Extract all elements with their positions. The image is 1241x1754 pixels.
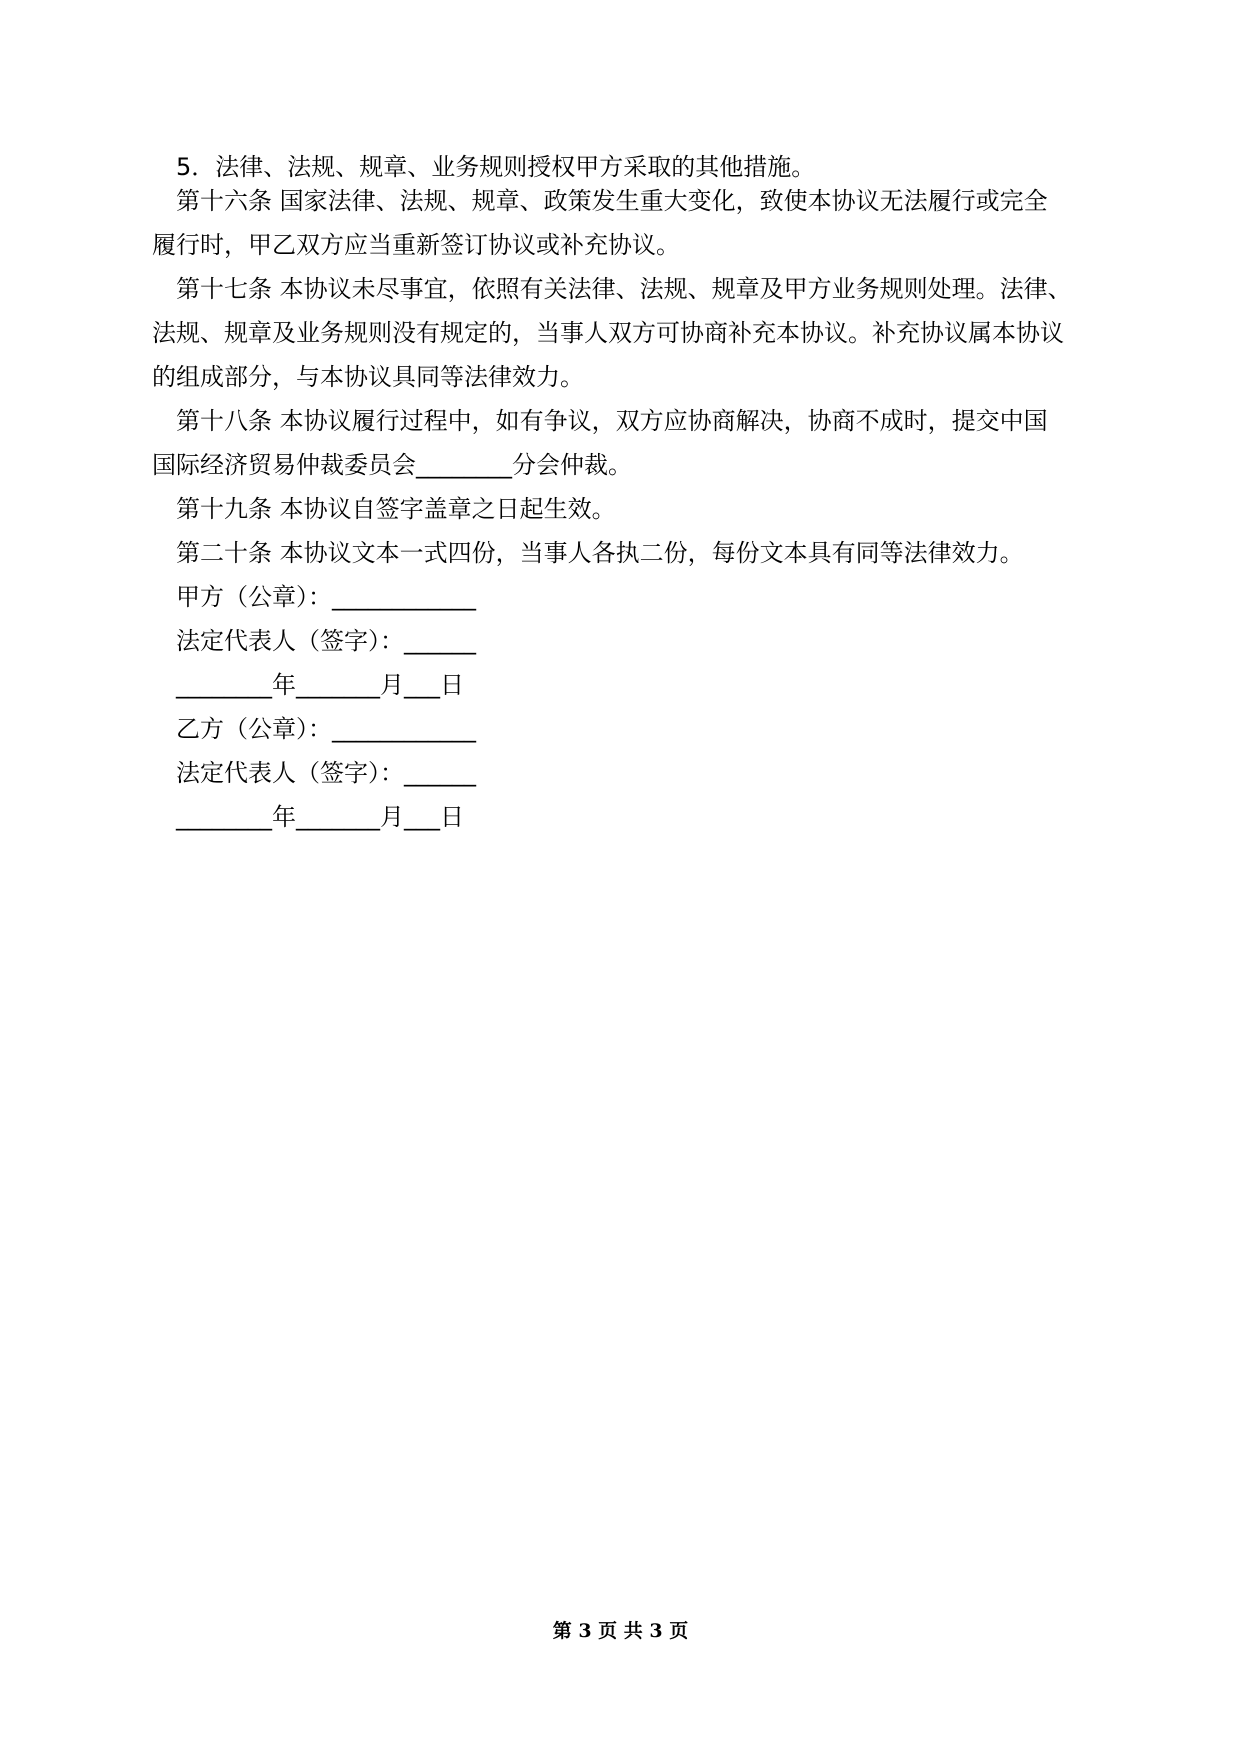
text-line: 第二十条 本协议文本一式四份，当事人各执二份，每份文本具有同等法律效力。 bbox=[176, 539, 1024, 567]
page-number-footer: 第 3 页 共 3 页 bbox=[552, 1620, 689, 1642]
text-line: 第十八条 本协议履行过程中，如有争议，双方应协商解决，协商不成时，提交中国 bbox=[176, 407, 1048, 435]
signature-party-a-date: ________年_______月___日 bbox=[176, 671, 464, 699]
text-line: 第十六条 国家法律、法规、规章、政策发生重大变化，致使本协议无法履行或完全 bbox=[176, 187, 1048, 215]
text-line: 第十九条 本协议自签字盖章之日起生效。 bbox=[176, 495, 616, 523]
text-line: 国际经济贸易仲裁委员会________分会仲裁。 bbox=[152, 451, 632, 479]
signature-party-b-seal: 乙方（公章）：____________ bbox=[176, 715, 476, 743]
text-line: 的组成部分，与本协议具同等法律效力。 bbox=[152, 363, 584, 391]
signature-party-a-representative: 法定代表人（签字）：______ bbox=[176, 627, 476, 655]
text-line: 第十七条 本协议未尽事宜，依照有关法律、法规、规章及甲方业务规则处理。法律、 bbox=[176, 275, 1072, 303]
signature-party-b-representative: 法定代表人（签字）：______ bbox=[176, 759, 476, 787]
text-line: 法规、规章及业务规则没有规定的，当事人双方可协商补充本协议。补充协议属本协议 bbox=[152, 319, 1064, 347]
signature-party-a-seal: 甲方（公章）：____________ bbox=[176, 583, 476, 611]
text-line: 履行时，甲乙双方应当重新签订协议或补充协议。 bbox=[152, 231, 680, 259]
text-line: 5．法律、法规、规章、业务规则授权甲方采取的其他措施。 bbox=[176, 153, 816, 181]
signature-party-b-date: ________年_______月___日 bbox=[176, 803, 464, 831]
